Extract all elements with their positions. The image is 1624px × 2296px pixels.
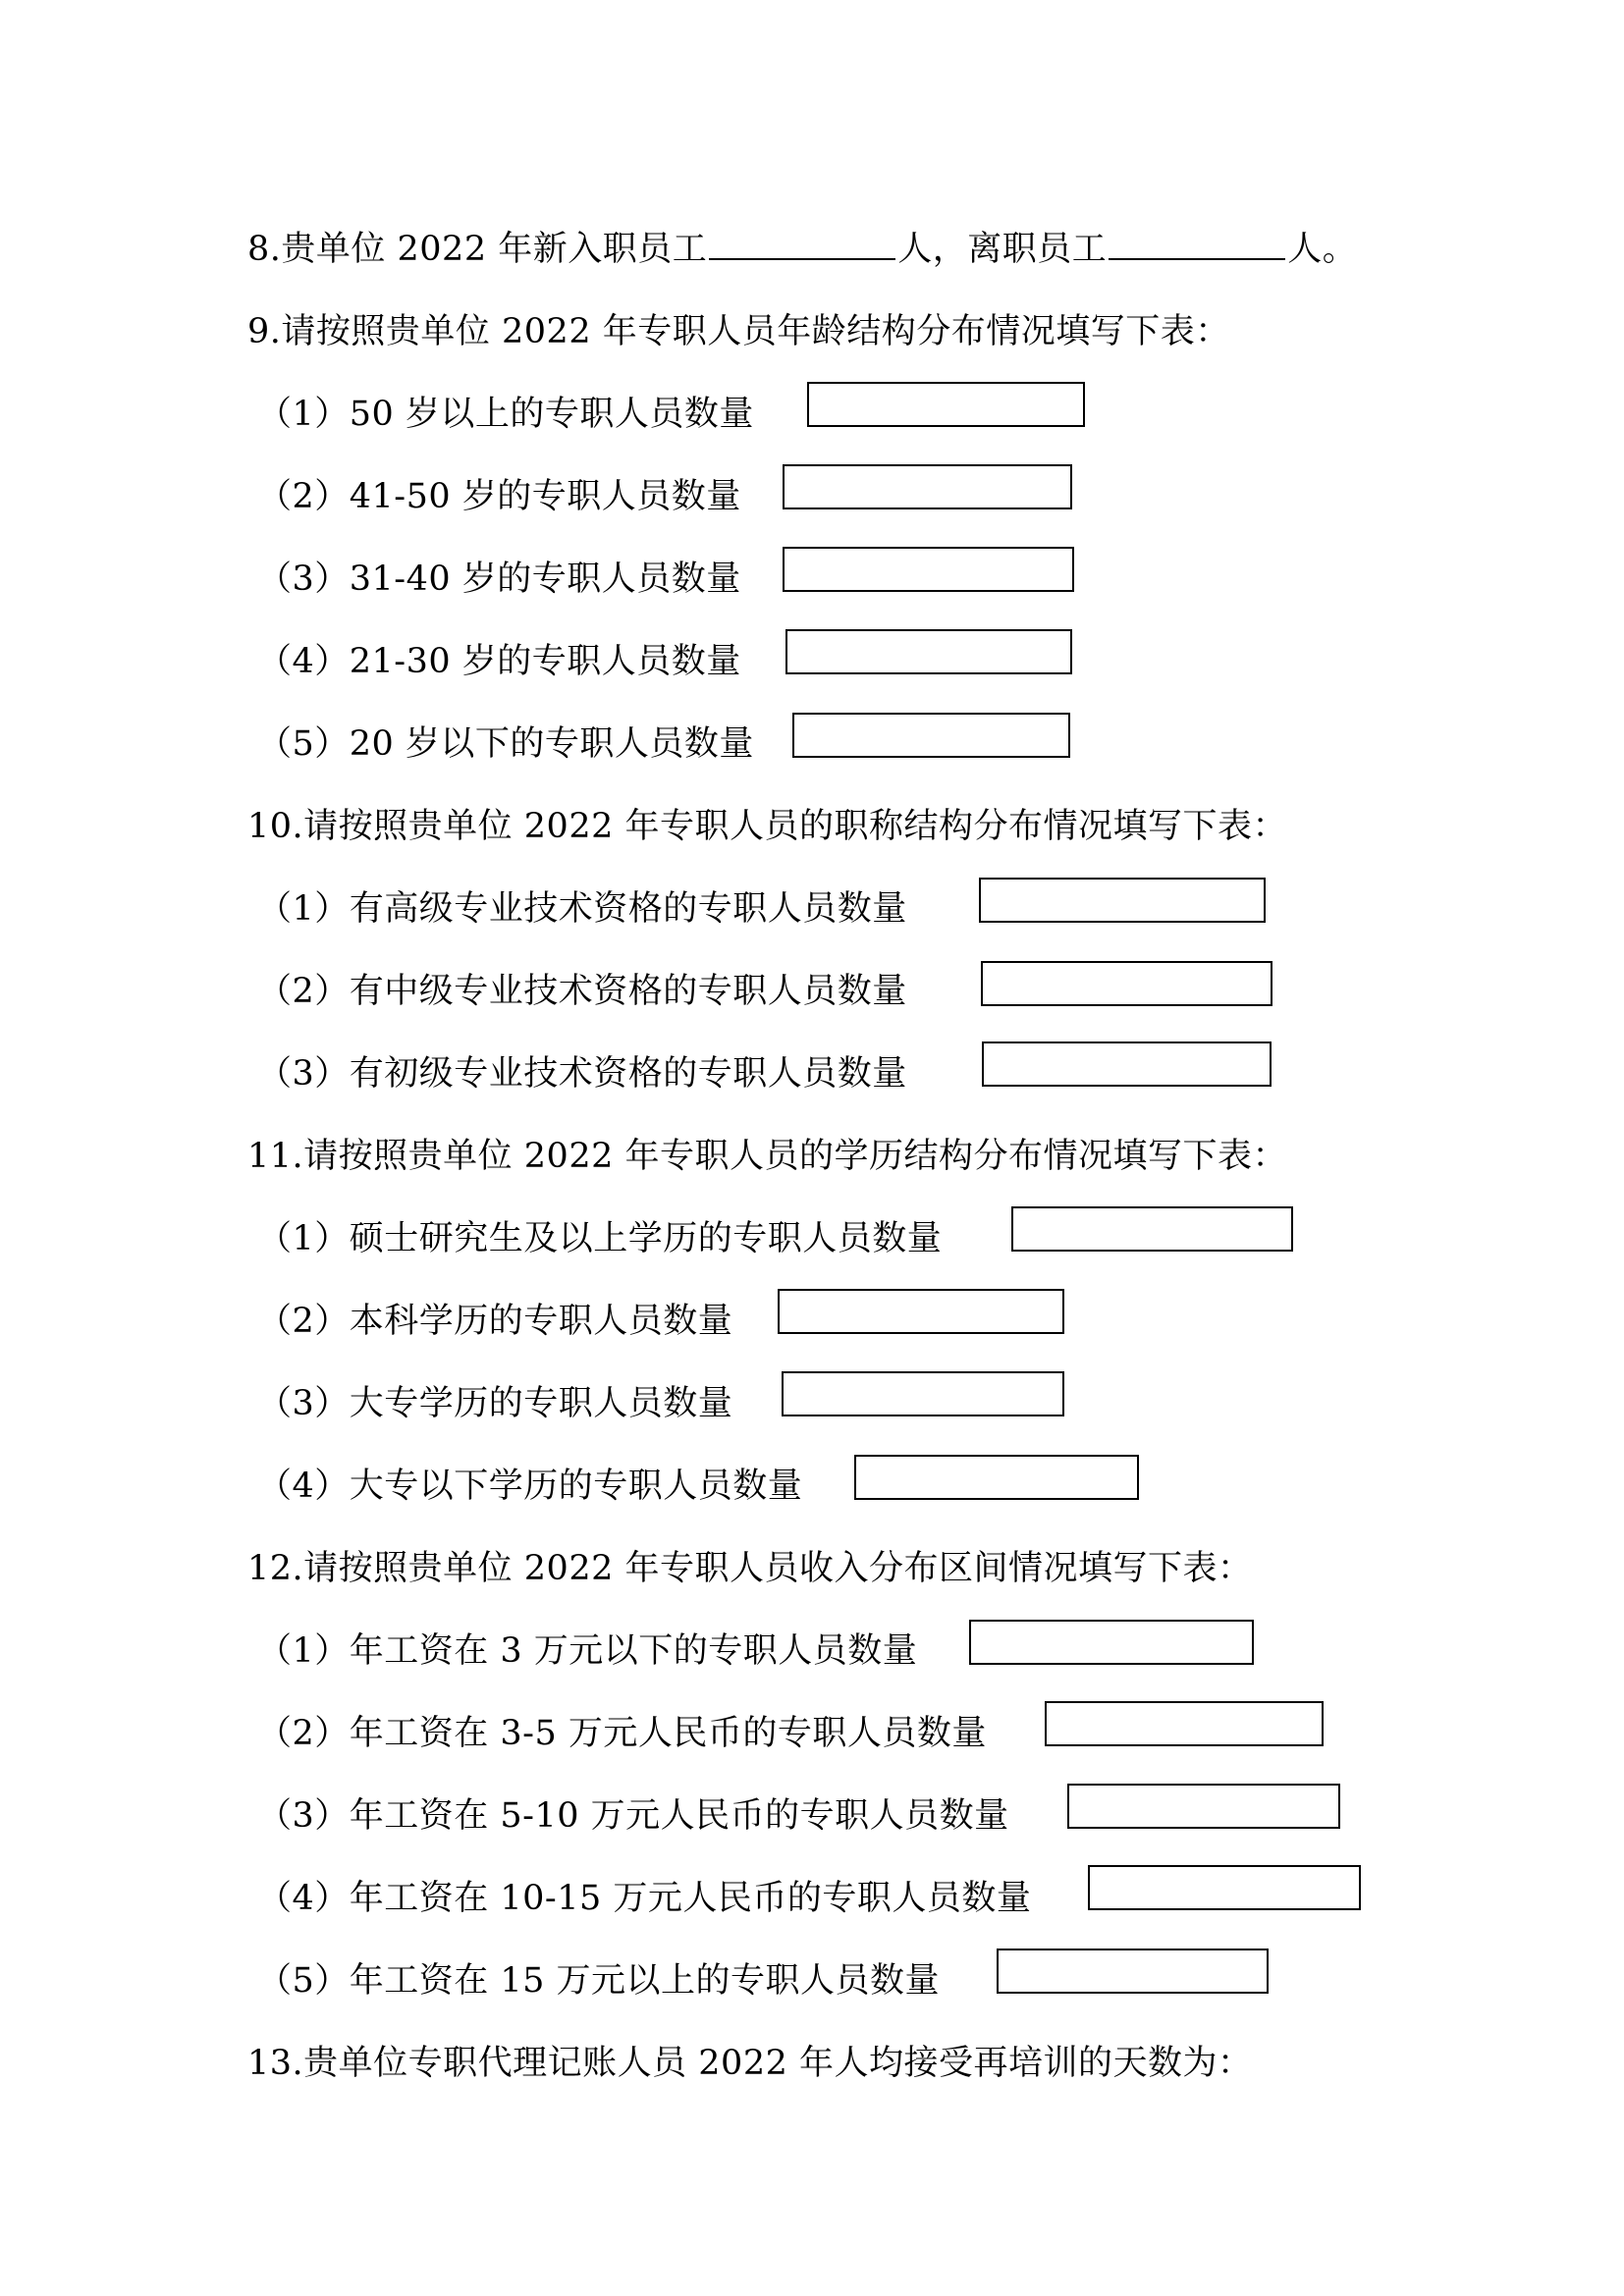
q9-item-2-label: （2）41-50 岁的专职人员数量 (257, 477, 741, 516)
q12-item-4-input[interactable] (1088, 1865, 1361, 1910)
q11-item-4-input[interactable] (854, 1455, 1139, 1500)
q12-item-4-label: （4）年工资在 10-15 万元人民币的专职人员数量 (257, 1879, 1032, 1918)
q11-item-3-label: （3）大专学历的专职人员数量 (257, 1384, 733, 1423)
q9-item-5-input[interactable] (792, 713, 1070, 758)
question-10-title: 10.请按照贵单位 2022 年专职人员的职称结构分布情况填写下表： (247, 807, 1287, 846)
q8-text-1: 8.贵单位 2022 年新入职员工 (247, 230, 708, 269)
q9-item-3-label: （3）31-40 岁的专职人员数量 (257, 560, 741, 599)
q11-item-1-label: （1）硕士研究生及以上学历的专职人员数量 (257, 1219, 943, 1258)
q8-text-3: 人。 (1287, 230, 1358, 269)
q8-text-2: 人，离职员工 (897, 230, 1108, 269)
q9-item-3-input[interactable] (783, 547, 1074, 592)
q12-item-5-label: （5）年工资在 15 万元以上的专职人员数量 (257, 1961, 941, 2001)
question-13-title: 13.贵单位专职代理记账人员 2022 年人均接受再培训的天数为： (247, 2044, 1253, 2083)
q9-item-1-label: （1）50 岁以上的专职人员数量 (257, 395, 754, 434)
q12-item-2-input[interactable] (1045, 1701, 1324, 1746)
q8-departures-blank[interactable] (1109, 229, 1285, 260)
question-9-title: 9.请按照贵单位 2022 年专职人员年龄结构分布情况填写下表： (247, 312, 1230, 351)
q11-item-3-input[interactable] (782, 1371, 1064, 1416)
question-8 (247, 228, 1357, 271)
q11-item-2-input[interactable] (778, 1289, 1064, 1334)
question-12-title: 12.请按照贵单位 2022 年专职人员收入分布区间情况填写下表： (247, 1549, 1253, 1588)
q9-item-2-input[interactable] (783, 464, 1072, 509)
q9-item-1-input[interactable] (807, 382, 1085, 427)
q11-item-4-label: （4）大专以下学历的专职人员数量 (257, 1467, 803, 1506)
q12-item-3-input[interactable] (1067, 1784, 1340, 1829)
q10-item-1-label: （1）有高级专业技术资格的专职人员数量 (257, 889, 907, 929)
q9-item-5-label: （5）20 岁以下的专职人员数量 (257, 724, 754, 764)
q12-item-2-label: （2）年工资在 3-5 万元人民币的专职人员数量 (257, 1714, 987, 1753)
q10-item-2-label: （2）有中级专业技术资格的专职人员数量 (257, 972, 907, 1011)
q12-item-3-label: （3）年工资在 5-10 万元人民币的专职人员数量 (257, 1796, 1009, 1836)
q11-item-1-input[interactable] (1011, 1206, 1293, 1252)
q12-item-1-input[interactable] (969, 1620, 1254, 1665)
q10-item-2-input[interactable] (981, 961, 1272, 1006)
q12-item-5-input[interactable] (997, 1949, 1269, 1994)
q9-item-4-input[interactable] (785, 629, 1072, 674)
q9-item-4-label: （4）21-30 岁的专职人员数量 (257, 642, 741, 681)
q10-item-3-label: （3）有初级专业技术资格的专职人员数量 (257, 1054, 907, 1094)
q10-item-1-input[interactable] (979, 878, 1266, 923)
q12-item-1-label: （1）年工资在 3 万元以下的专职人员数量 (257, 1631, 918, 1671)
question-11-title: 11.请按照贵单位 2022 年专职人员的学历结构分布情况填写下表： (247, 1137, 1287, 1176)
q8-new-hires-blank[interactable] (709, 229, 895, 260)
q11-item-2-label: （2）本科学历的专职人员数量 (257, 1302, 733, 1341)
q10-item-3-input[interactable] (982, 1041, 1272, 1087)
